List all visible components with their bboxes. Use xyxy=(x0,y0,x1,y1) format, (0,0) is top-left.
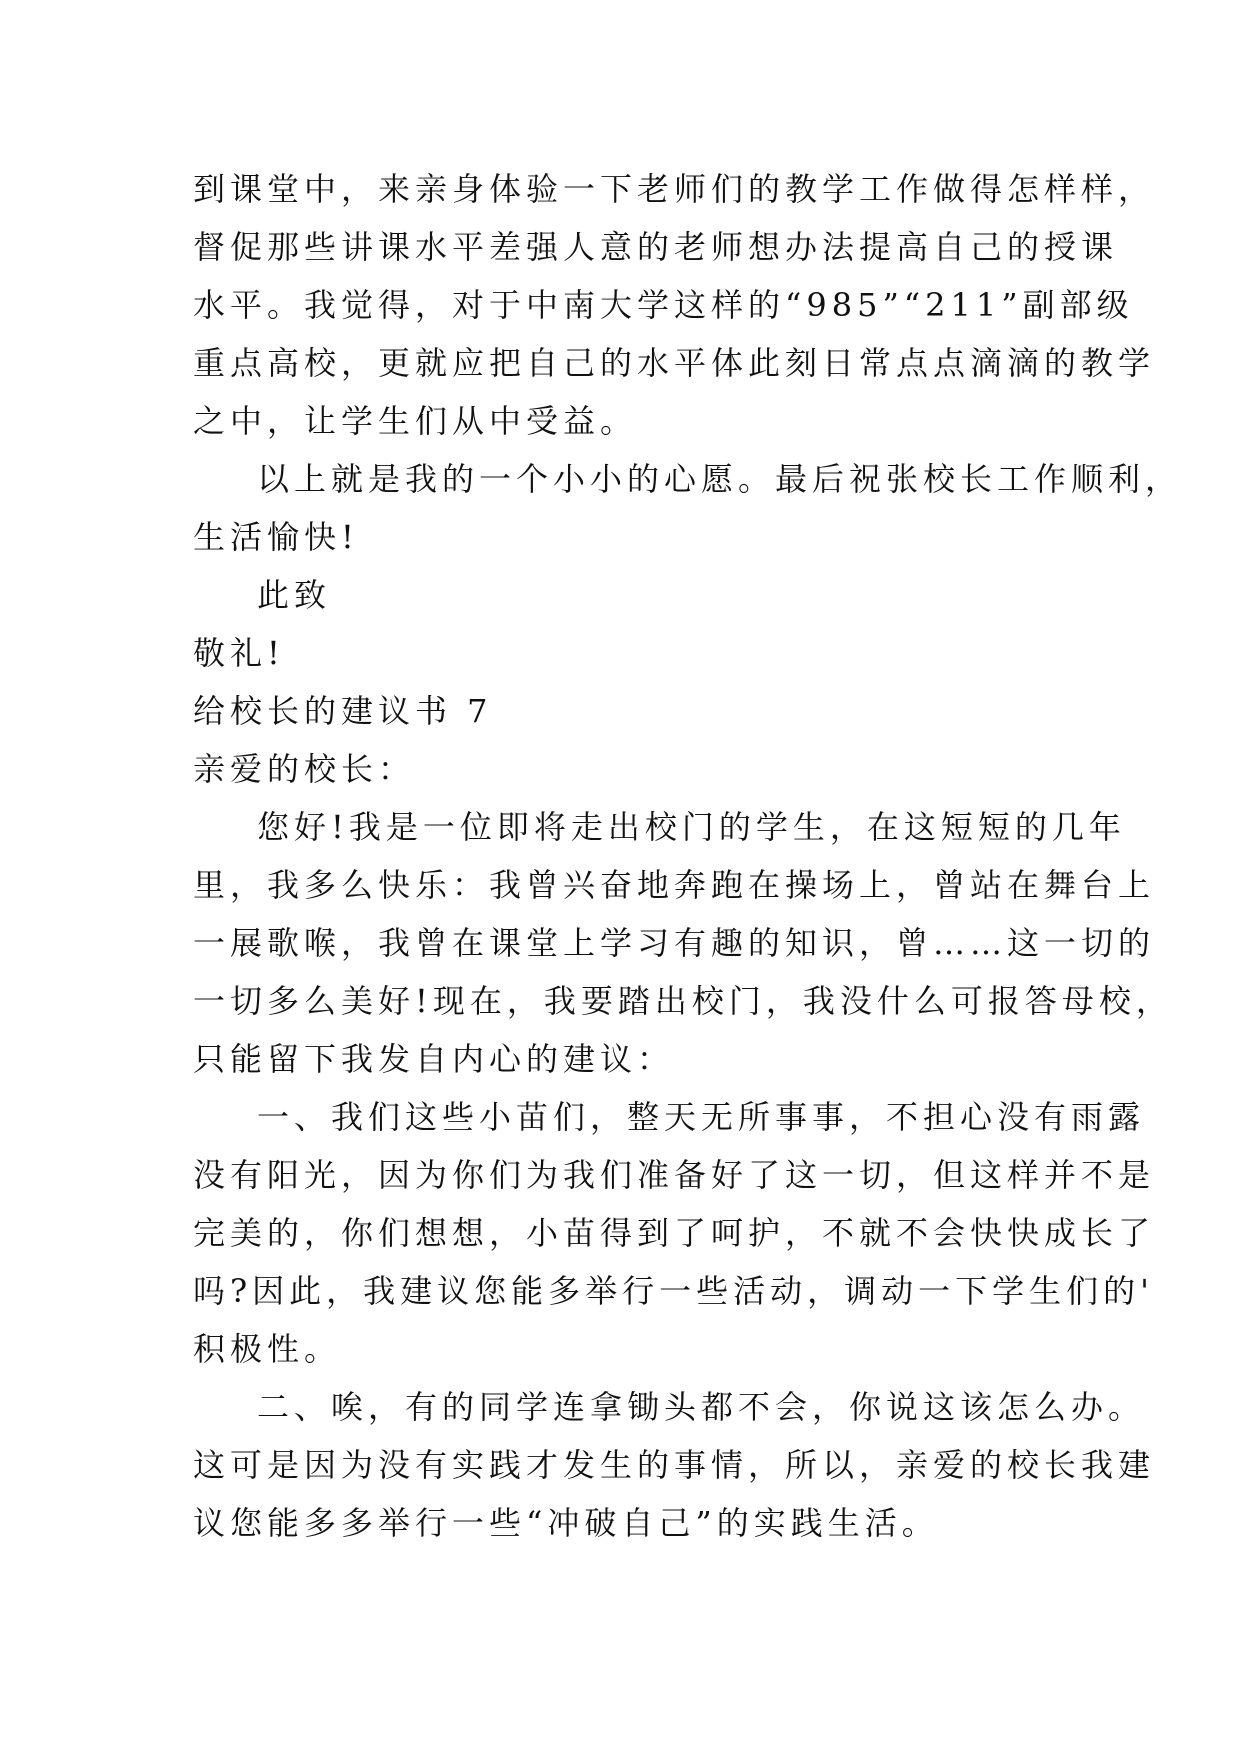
text-line: 一、我们这些小苗们，整天无所事事，不担心没有雨露 xyxy=(257,1098,1146,1136)
text-line: 议您能多多举行一些“冲破自己”的实践生活。 xyxy=(193,1504,939,1542)
text-line: 水平。我觉得，对于中南大学这样的“985”“211”副部级 xyxy=(193,286,1134,324)
text-line: 到课堂中，来亲身体验一下老师们的教学工作做得怎样样， xyxy=(193,170,1156,208)
document-body xyxy=(193,160,1183,1552)
text-line: 没有阳光，因为你们为我们准备好了这一切，但这样并不是 xyxy=(193,1156,1156,1194)
letter-greeting: 亲爱的校长： xyxy=(193,750,416,788)
text-line: 积极性。 xyxy=(193,1330,342,1368)
text-line: 生活愉快! xyxy=(193,518,359,556)
closing-salutation: 此致 xyxy=(257,576,332,614)
section-heading: 给校长的建议书 7 xyxy=(193,692,493,730)
text-line: 督促那些讲课水平差强人意的老师想办法提高自己的授课 xyxy=(193,228,1119,266)
text-line: 之中，让学生们从中受益。 xyxy=(193,402,638,440)
closing-regards: 敬礼! xyxy=(193,634,285,672)
text-line: 里，我多么快乐：我曾兴奋地奔跑在操场上，曾站在舞台上 xyxy=(193,866,1156,904)
text-line: 一展歌喉，我曾在课堂上学习有趣的知识，曾……这一切的 xyxy=(193,924,1156,962)
text-line: 重点高校，更就应把自己的水平体此刻日常点点滴滴的教学 xyxy=(193,344,1156,382)
text-line: 您好!我是一位即将走出校门的学生，在这短短的几年 xyxy=(257,808,1126,846)
text-line: 一切多么美好!现在，我要踏出校门，我没什么可报答母校， xyxy=(193,982,1173,1020)
text-line: 完美的，你们想想，小苗得到了呵护，不就不会快快成长了 xyxy=(193,1214,1156,1252)
text-line: 只能留下我发自内心的建议： xyxy=(193,1040,675,1078)
text-line: 这可是因为没有实践才发生的事情，所以，亲爱的校长我建 xyxy=(193,1446,1156,1484)
text-line: 以上就是我的一个小小的心愿。最后祝张校长工作顺利， xyxy=(257,460,1183,498)
text-line: 二、唉，有的同学连拿锄头都不会，你说这该怎么办。 xyxy=(257,1388,1146,1426)
text-line: 吗?因此，我建议您能多举行一些活动，调动一下学生们的' xyxy=(193,1272,1154,1310)
